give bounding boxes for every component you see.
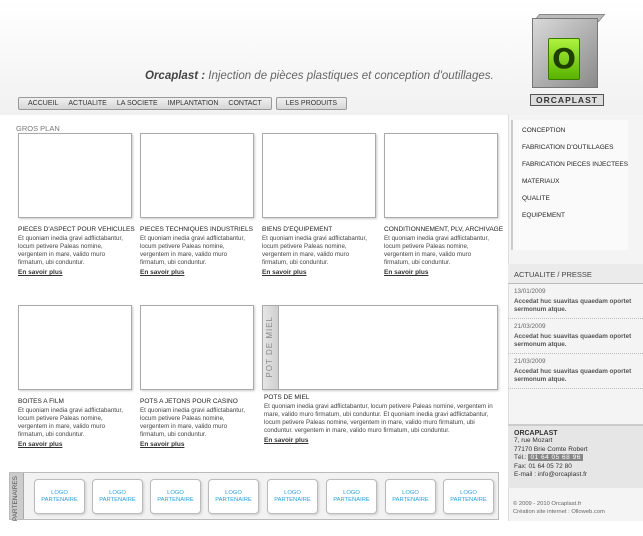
product-image[interactable] (140, 133, 254, 218)
company-name: ORCAPLAST (514, 430, 558, 437)
read-more-link[interactable]: En savoir plus (18, 441, 63, 448)
news-item[interactable] (508, 319, 643, 354)
nav-group-products (276, 97, 347, 110)
product-card (18, 133, 135, 276)
news-panel (508, 264, 643, 389)
product-card (18, 305, 132, 448)
logo-text: ORCAPLAST (530, 94, 604, 106)
product-image[interactable] (384, 133, 498, 218)
tagline-text: Injection de pièces plastiques et conception d'outillages. (205, 70, 494, 82)
partner-logo[interactable]: LOGO PARTENAIRE (92, 479, 143, 514)
contact-block (508, 424, 643, 488)
product-description: Et quoniam inedia gravi adflictabantur, locum petivere Paleas nomine, vergentem in mare, valido muro firmatum, ubi conduntur. (384, 235, 489, 266)
product-description: Et quoniam inedia gravi adflictabantur, locum petivere Paleas nomine, vergentem in mare, valido muro firmatum, ubi conduntur. (262, 235, 367, 266)
read-more-link[interactable]: En savoir plus (140, 269, 185, 276)
partners-bar (9, 472, 499, 520)
product-image[interactable] (140, 305, 254, 390)
news-date: 21/03/2009 (514, 323, 546, 330)
partners-tab (10, 473, 24, 522)
product-description: Et quoniam inedia gravi adflictabantur, locum petivere Paleas nomine, vergentem in mare, valido muro firmatum, ubi conduntur. (18, 407, 123, 438)
orcaplast-logo[interactable] (528, 14, 606, 108)
news-text[interactable]: Accedat huc suavitas quaedam oportet sermonum atque. (514, 368, 632, 383)
read-more-link[interactable]: En savoir plus (140, 441, 185, 448)
news-heading: ACTUALITE / PRESSE (508, 264, 643, 284)
side-menu-fabrication-outillages[interactable]: FABRICATION D'OUTILLAGES (522, 144, 614, 151)
news-text[interactable]: Accedat huc suavitas quaedam oportet sermonum atque. (514, 298, 632, 313)
partners-tab-label: PARTENAIRES (12, 476, 19, 522)
read-more-link[interactable]: En savoir plus (264, 437, 309, 444)
nav-group-main (18, 97, 272, 110)
news-date: 13/01/2009 (514, 288, 546, 295)
product-image[interactable] (18, 133, 132, 218)
email-line[interactable]: E-mail : info@orcaplast.fr (514, 471, 588, 478)
product-card (262, 133, 376, 276)
nav-actualite[interactable]: ACTUALITE (68, 100, 107, 107)
product-title: BIENS D'EQUIPEMENT (262, 226, 333, 233)
product-description: Et quoniam inedia gravi adflictabantur, locum petivere Paleas nomine, vergentem in mare, valido muro firmatum, ubi conduntur. (140, 235, 245, 266)
featured-tab (263, 306, 279, 389)
product-title: PIECES D'ASPECT POUR VEHICULES (18, 226, 135, 233)
news-item[interactable] (508, 284, 643, 319)
brand-name: Orcaplast : (145, 70, 206, 82)
phone-label: Tél.: (514, 454, 529, 461)
product-title: BOITES A FILM (18, 398, 64, 405)
partner-logo[interactable]: LOGO PARTENAIRE (267, 479, 318, 514)
phone-line (514, 454, 637, 463)
product-image[interactable] (262, 133, 376, 218)
partner-logo[interactable]: LOGO PARTENAIRE (326, 479, 377, 514)
featured-tab-label: POT DE MIEL (265, 316, 274, 378)
logo-letter: O (548, 38, 580, 80)
read-more-link[interactable]: En savoir plus (384, 269, 429, 276)
address-city: 77170 Brie Comte Robert (514, 445, 588, 453)
product-title: CONDITIONNEMENT, PLV, ARCHIVAGE (384, 226, 504, 233)
site-tagline (145, 70, 494, 82)
fax-line: Fax: 01 64 05 72 80 (514, 462, 572, 470)
side-menu-equipement[interactable]: EQUIPEMENT (522, 212, 565, 219)
copyright-text: © 2009 - 2010 Orcaplast.fr (513, 501, 582, 507)
nav-contact[interactable]: CONTACT (228, 100, 262, 107)
product-title: PIECES TECHNIQUES INDUSTRIELS (140, 226, 253, 233)
product-description: Et quoniam inedia gravi adflictabantur, locum petivere Paleas nomine, vergentem in mare, valido muro firmatum, ubi conduntur. (140, 407, 245, 438)
product-description: Et quoniam inedia gravi adflictabantur, locum petivere Paleas nomine, vergentem in mare, valido muro firmatum, ubi conduntur. Et quoniam inedia gravi adflictabantur, locum petivere Paleas nomine, vergentem in mare, valido muro firmatum, ubi conduntur. vergentem in mare, valido muro firmatum, ubi conduntur. (264, 403, 493, 434)
partner-logo[interactable]: LOGO PARTENAIRE (443, 479, 494, 514)
section-title: GROS PLAN (16, 124, 60, 133)
nav-les-produits[interactable]: LES PRODUITS (285, 100, 338, 107)
product-card (140, 133, 254, 276)
phone-number[interactable]: 01 64 05 68 96 (530, 454, 581, 461)
product-title: POTS DE MIEL (264, 394, 310, 401)
nav-la-societe[interactable]: LA SOCIETE (116, 100, 158, 107)
partner-logo[interactable]: LOGO PARTENAIRE (150, 479, 201, 514)
side-menu-materiaux[interactable]: MATERIAUX (522, 178, 560, 185)
nav-implantation[interactable]: IMPLANTATION (167, 100, 219, 107)
partner-logo[interactable]: LOGO PARTENAIRE (208, 479, 259, 514)
read-more-link[interactable]: En savoir plus (18, 269, 63, 276)
featured-product-image[interactable] (262, 305, 498, 390)
footer-copyright (513, 501, 605, 516)
side-menu-qualite[interactable]: QUALITE (522, 195, 550, 202)
product-image[interactable] (18, 305, 132, 390)
news-text[interactable]: Accedat huc suavitas quaedam oportet sermonum atque. (514, 333, 632, 348)
side-menu-conception[interactable]: CONCEPTION (522, 127, 566, 134)
news-item[interactable] (508, 354, 643, 389)
address-street: 7, rue Mozart (514, 437, 553, 444)
partner-logo[interactable]: LOGO PARTENAIRE (385, 479, 436, 514)
product-title: POTS A JETONS POUR CASINO (140, 398, 238, 405)
side-menu-fabrication-pieces[interactable]: FABRICATION PIECES INJECTEES (522, 161, 629, 168)
partner-logo[interactable]: LOGO PARTENAIRE (34, 479, 85, 514)
featured-product-info (264, 394, 504, 444)
news-date: 21/03/2009 (514, 358, 546, 365)
product-card (384, 133, 504, 276)
product-card (140, 305, 254, 448)
side-menu (511, 120, 628, 250)
main-nav (18, 97, 347, 110)
nav-accueil[interactable]: ACCUEIL (28, 100, 59, 107)
credit-link[interactable]: Création site internet : Olloweb.com (513, 508, 605, 515)
product-description: Et quoniam inedia gravi adflictabantur, locum petivere Paleas nomine, vergentem in mare, valido muro firmatum, ubi conduntur. (18, 235, 123, 266)
read-more-link[interactable]: En savoir plus (262, 269, 307, 276)
